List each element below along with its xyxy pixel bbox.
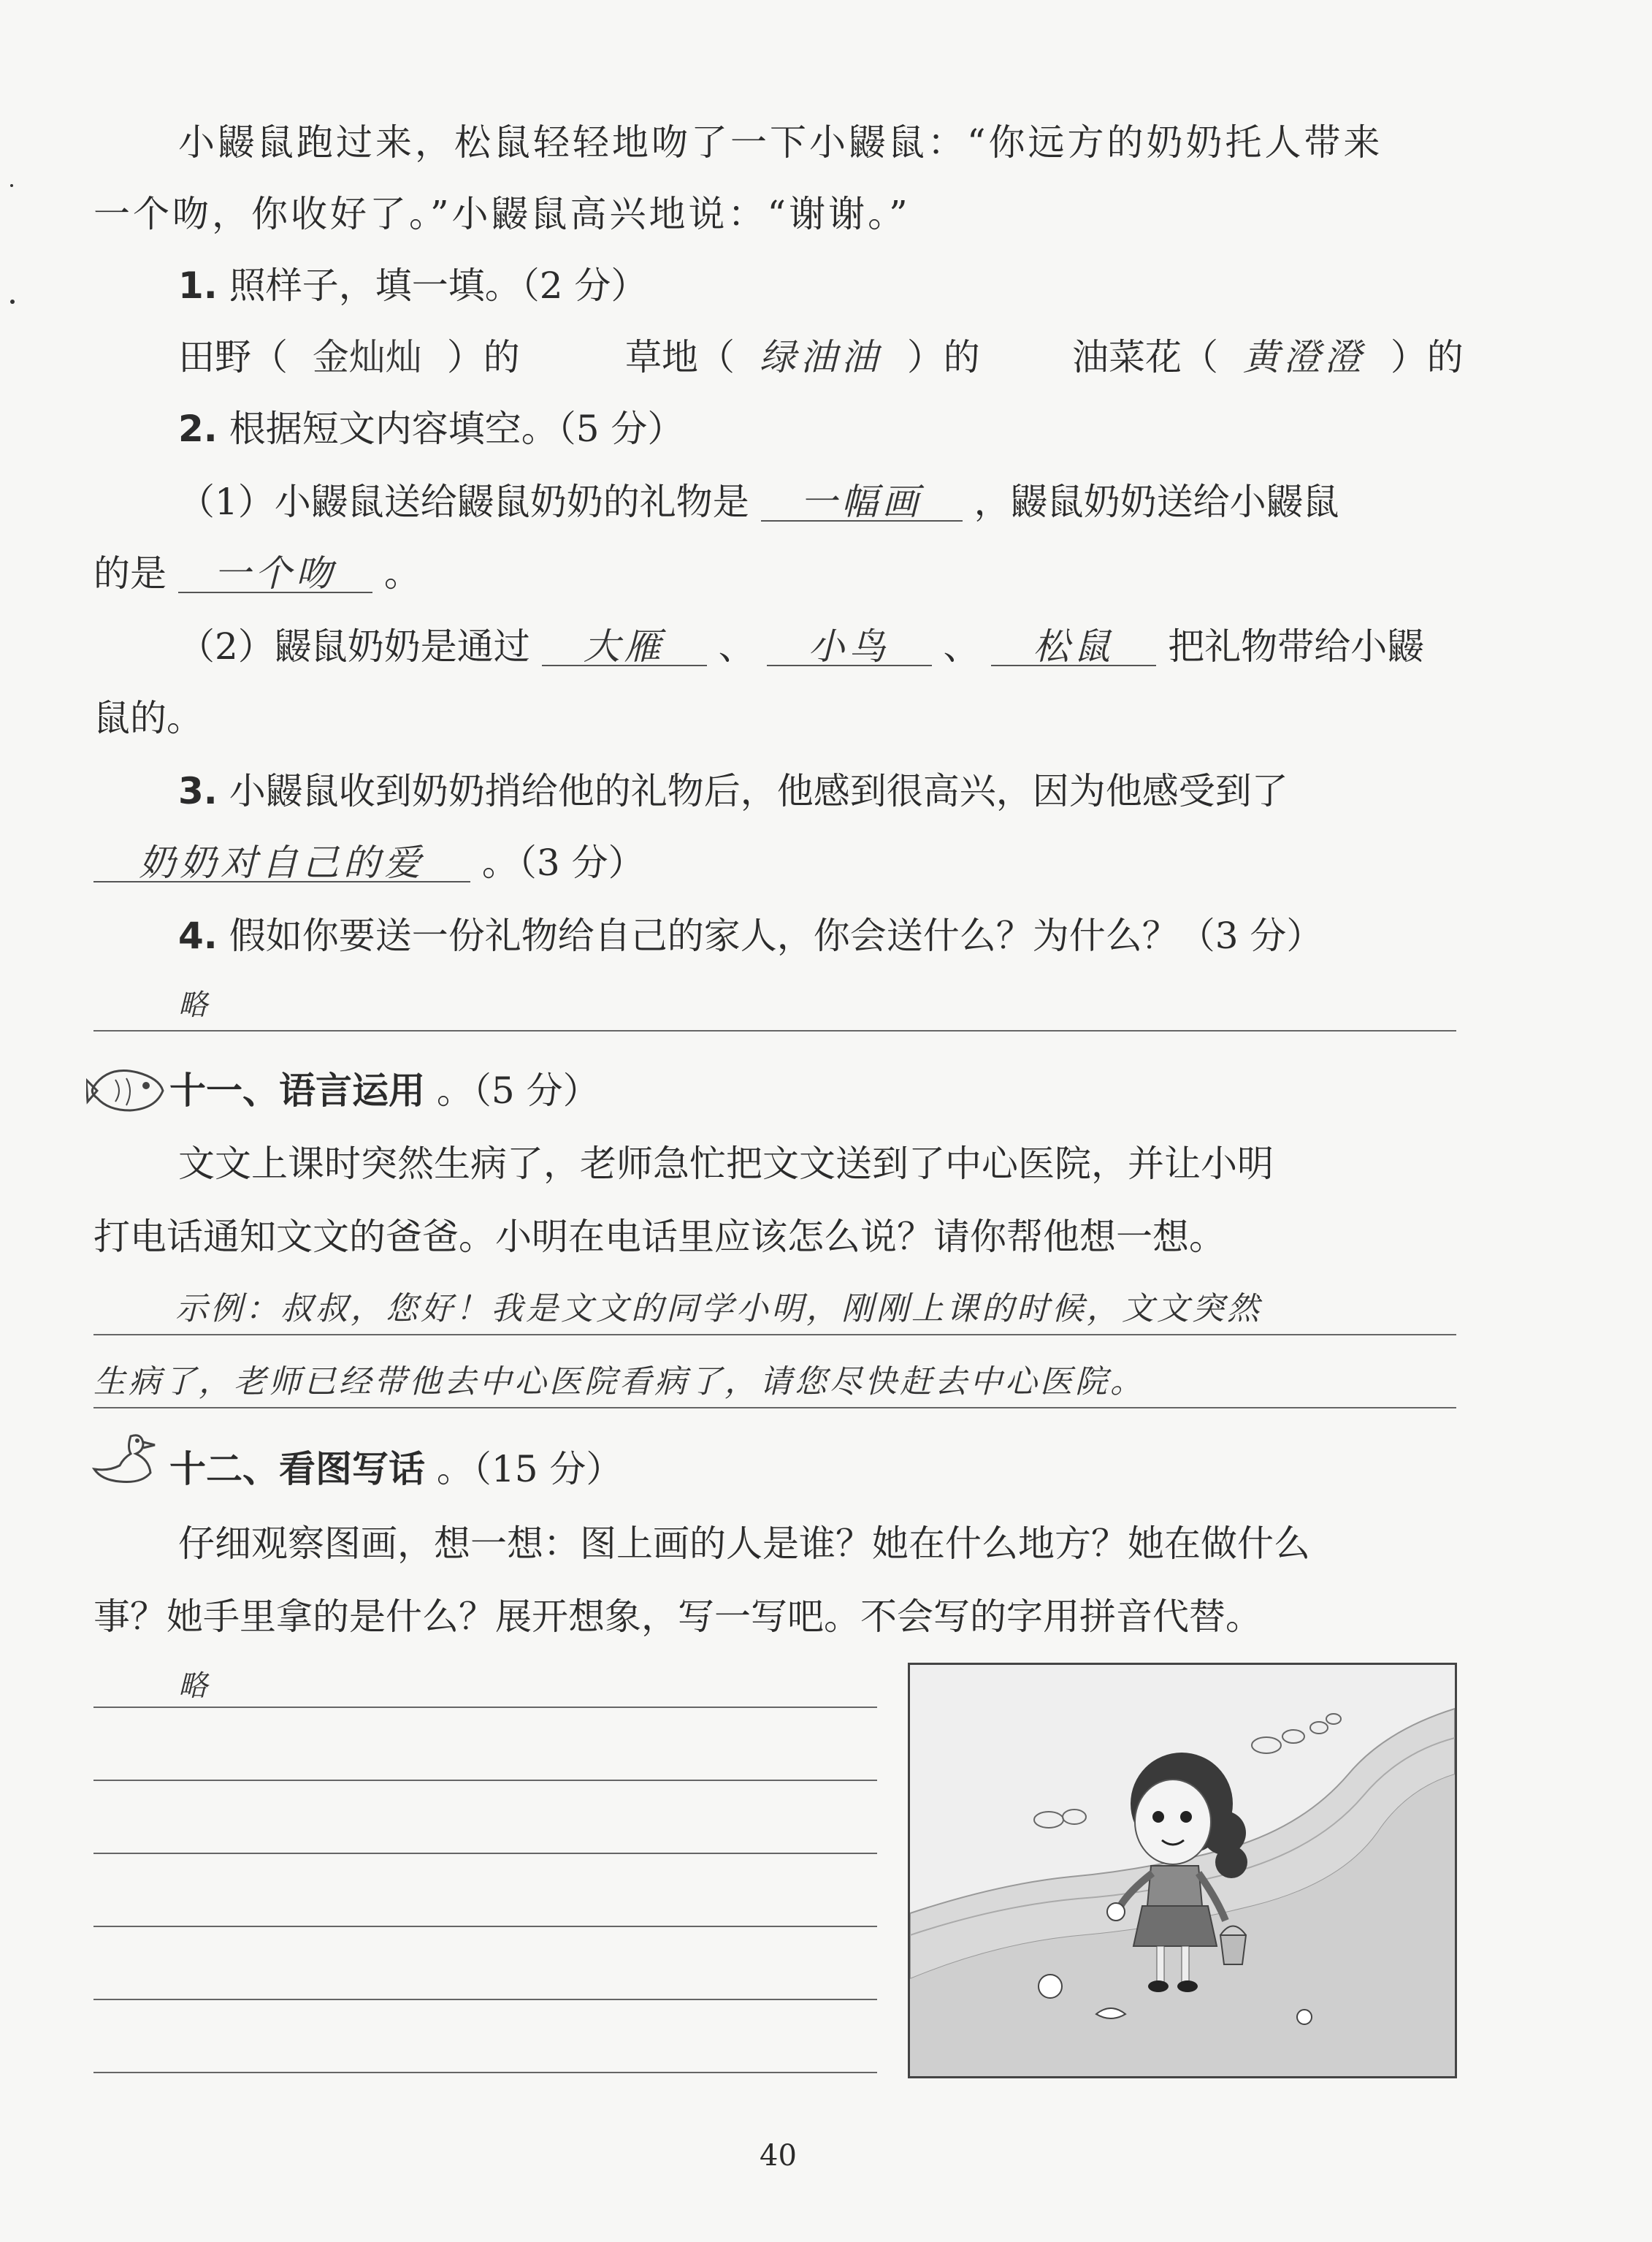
question-2-part-2-cont: 鼠的。 <box>93 697 203 739</box>
question-2 <box>178 408 684 450</box>
question-number: 1. <box>178 264 218 307</box>
prompt-text: （1）小鼹鼠送给鼹鼠奶奶的礼物是 <box>178 481 749 523</box>
prompt-suffix: ）的 <box>1390 336 1464 378</box>
question-2-part-1 <box>178 481 1339 523</box>
writing-line <box>93 1926 877 1927</box>
answer-rule <box>93 1030 1456 1032</box>
prompt-suffix: ）的 <box>446 336 520 378</box>
writing-line <box>93 2072 877 2073</box>
question-number: 3. <box>178 770 218 812</box>
question-text: 小鼹鼠收到奶奶捎给他的礼物后，他感到很高兴，因为他感受到了 <box>229 770 1288 812</box>
section-score: 。（15 分） <box>436 1448 623 1490</box>
prompt-tianye: 田野（ <box>178 336 288 378</box>
section-11-answer-1: 示例：叔叔，您好！我是文文的同学小明，刚刚上课的时候，文文突然 <box>175 1290 1262 1327</box>
section-title: 十一、语言运用 <box>169 1069 425 1112</box>
answer-rule <box>93 1334 1456 1335</box>
section-12-line-1: 仔细观察图画，想一想：图上画的人是谁？她在什么地方？她在做什么 <box>178 1522 1310 1565</box>
section-11-answer-2: 生病了，老师已经带他去中心医院看病了，请您尽快赶去中心医院。 <box>93 1363 1145 1400</box>
duck-icon <box>91 1429 156 1487</box>
question-1 <box>178 264 648 307</box>
answer-blank: 一个吻 <box>178 555 372 593</box>
margin-mark <box>10 300 15 304</box>
page-number: 40 <box>760 2139 797 2173</box>
answer-lvyouyou: 绿油油 <box>759 336 882 378</box>
prompt-suffix: ）的 <box>906 336 980 378</box>
question-3-answer <box>93 844 645 882</box>
illustration-girl-at-beach <box>908 1663 1457 2078</box>
question-3 <box>178 770 1288 812</box>
passage-line-1: 小鼹鼠跑过来，松鼠轻轻地吻了一下小鼹鼠：“你远方的奶奶托人带来 <box>178 121 1383 164</box>
question-text: 根据短文内容填空。（5 分） <box>229 408 684 450</box>
section-11-line-1: 文文上课时突然生病了，老师急忙把文文送到了中心医院，并让小明 <box>178 1143 1274 1185</box>
answer-jincancan: 金灿灿 <box>312 336 422 378</box>
section-11-heading <box>169 1069 600 1112</box>
prompt-text: （2）鼹鼠奶奶是通过 <box>178 625 530 668</box>
separator: 、 <box>943 625 980 668</box>
section-11-line-2: 打电话通知文文的爸爸。小明在电话里应该怎么说？请你帮他想一想。 <box>93 1216 1225 1258</box>
section-title: 十二、看图写话 <box>169 1448 425 1490</box>
answer-huangdengdeng: 黄澄澄 <box>1242 336 1366 378</box>
question-2-part-2 <box>178 625 1424 668</box>
section-12-heading <box>169 1448 623 1490</box>
question-number: 4. <box>178 915 218 957</box>
separator: 、 <box>718 625 755 668</box>
section-12-answer: 略 <box>178 1669 212 1703</box>
passage-line-2: 一个吻，你收好了。”小鼹鼠高兴地说：“谢谢。” <box>93 193 911 235</box>
writing-line <box>93 1853 877 1854</box>
question-1-answer-c <box>1072 336 1464 378</box>
prompt-text: ，鼹鼠奶奶送给小鼹鼠 <box>974 481 1339 523</box>
answer-blank: 大雁 <box>542 628 707 666</box>
question-text: 假如你要送一份礼物给自己的家人，你会送什么？为什么？（3 分） <box>229 915 1323 957</box>
writing-line <box>93 1780 877 1781</box>
writing-line <box>93 1707 877 1708</box>
prompt-youcaihua: 油菜花（ <box>1072 336 1218 378</box>
prompt-text: 的是 <box>93 552 167 595</box>
question-1-answer-b <box>625 336 980 378</box>
question-text: 照样子，填一填。（2 分） <box>229 264 648 307</box>
margin-mark <box>10 184 13 187</box>
answer-blank: 小鸟 <box>767 628 932 666</box>
prompt-text: 。 <box>383 552 421 595</box>
question-number: 2. <box>178 408 218 450</box>
answer-blank: 一幅画 <box>761 484 963 522</box>
question-4-answer: 略 <box>178 988 212 1022</box>
section-score: 。（5 分） <box>436 1069 600 1112</box>
question-4 <box>178 915 1323 957</box>
prompt-text: 。（3 分） <box>481 842 645 884</box>
question-1-answers <box>178 336 520 378</box>
prompt-text: 把礼物带给小鼹 <box>1168 625 1424 668</box>
beach-scene-image <box>910 1665 1455 2076</box>
prompt-caodi: 草地（ <box>625 336 735 378</box>
answer-blank: 松鼠 <box>991 628 1156 666</box>
answer-rule <box>93 1407 1456 1408</box>
writing-line <box>93 1999 877 2000</box>
answer-blank: 奶奶对自己的爱 <box>93 844 470 882</box>
fish-icon <box>86 1058 167 1118</box>
question-2-part-1-cont <box>93 552 421 595</box>
section-12-line-2: 事？她手里拿的是什么？展开想象，写一写吧。不会写的字用拼音代替。 <box>93 1595 1262 1638</box>
